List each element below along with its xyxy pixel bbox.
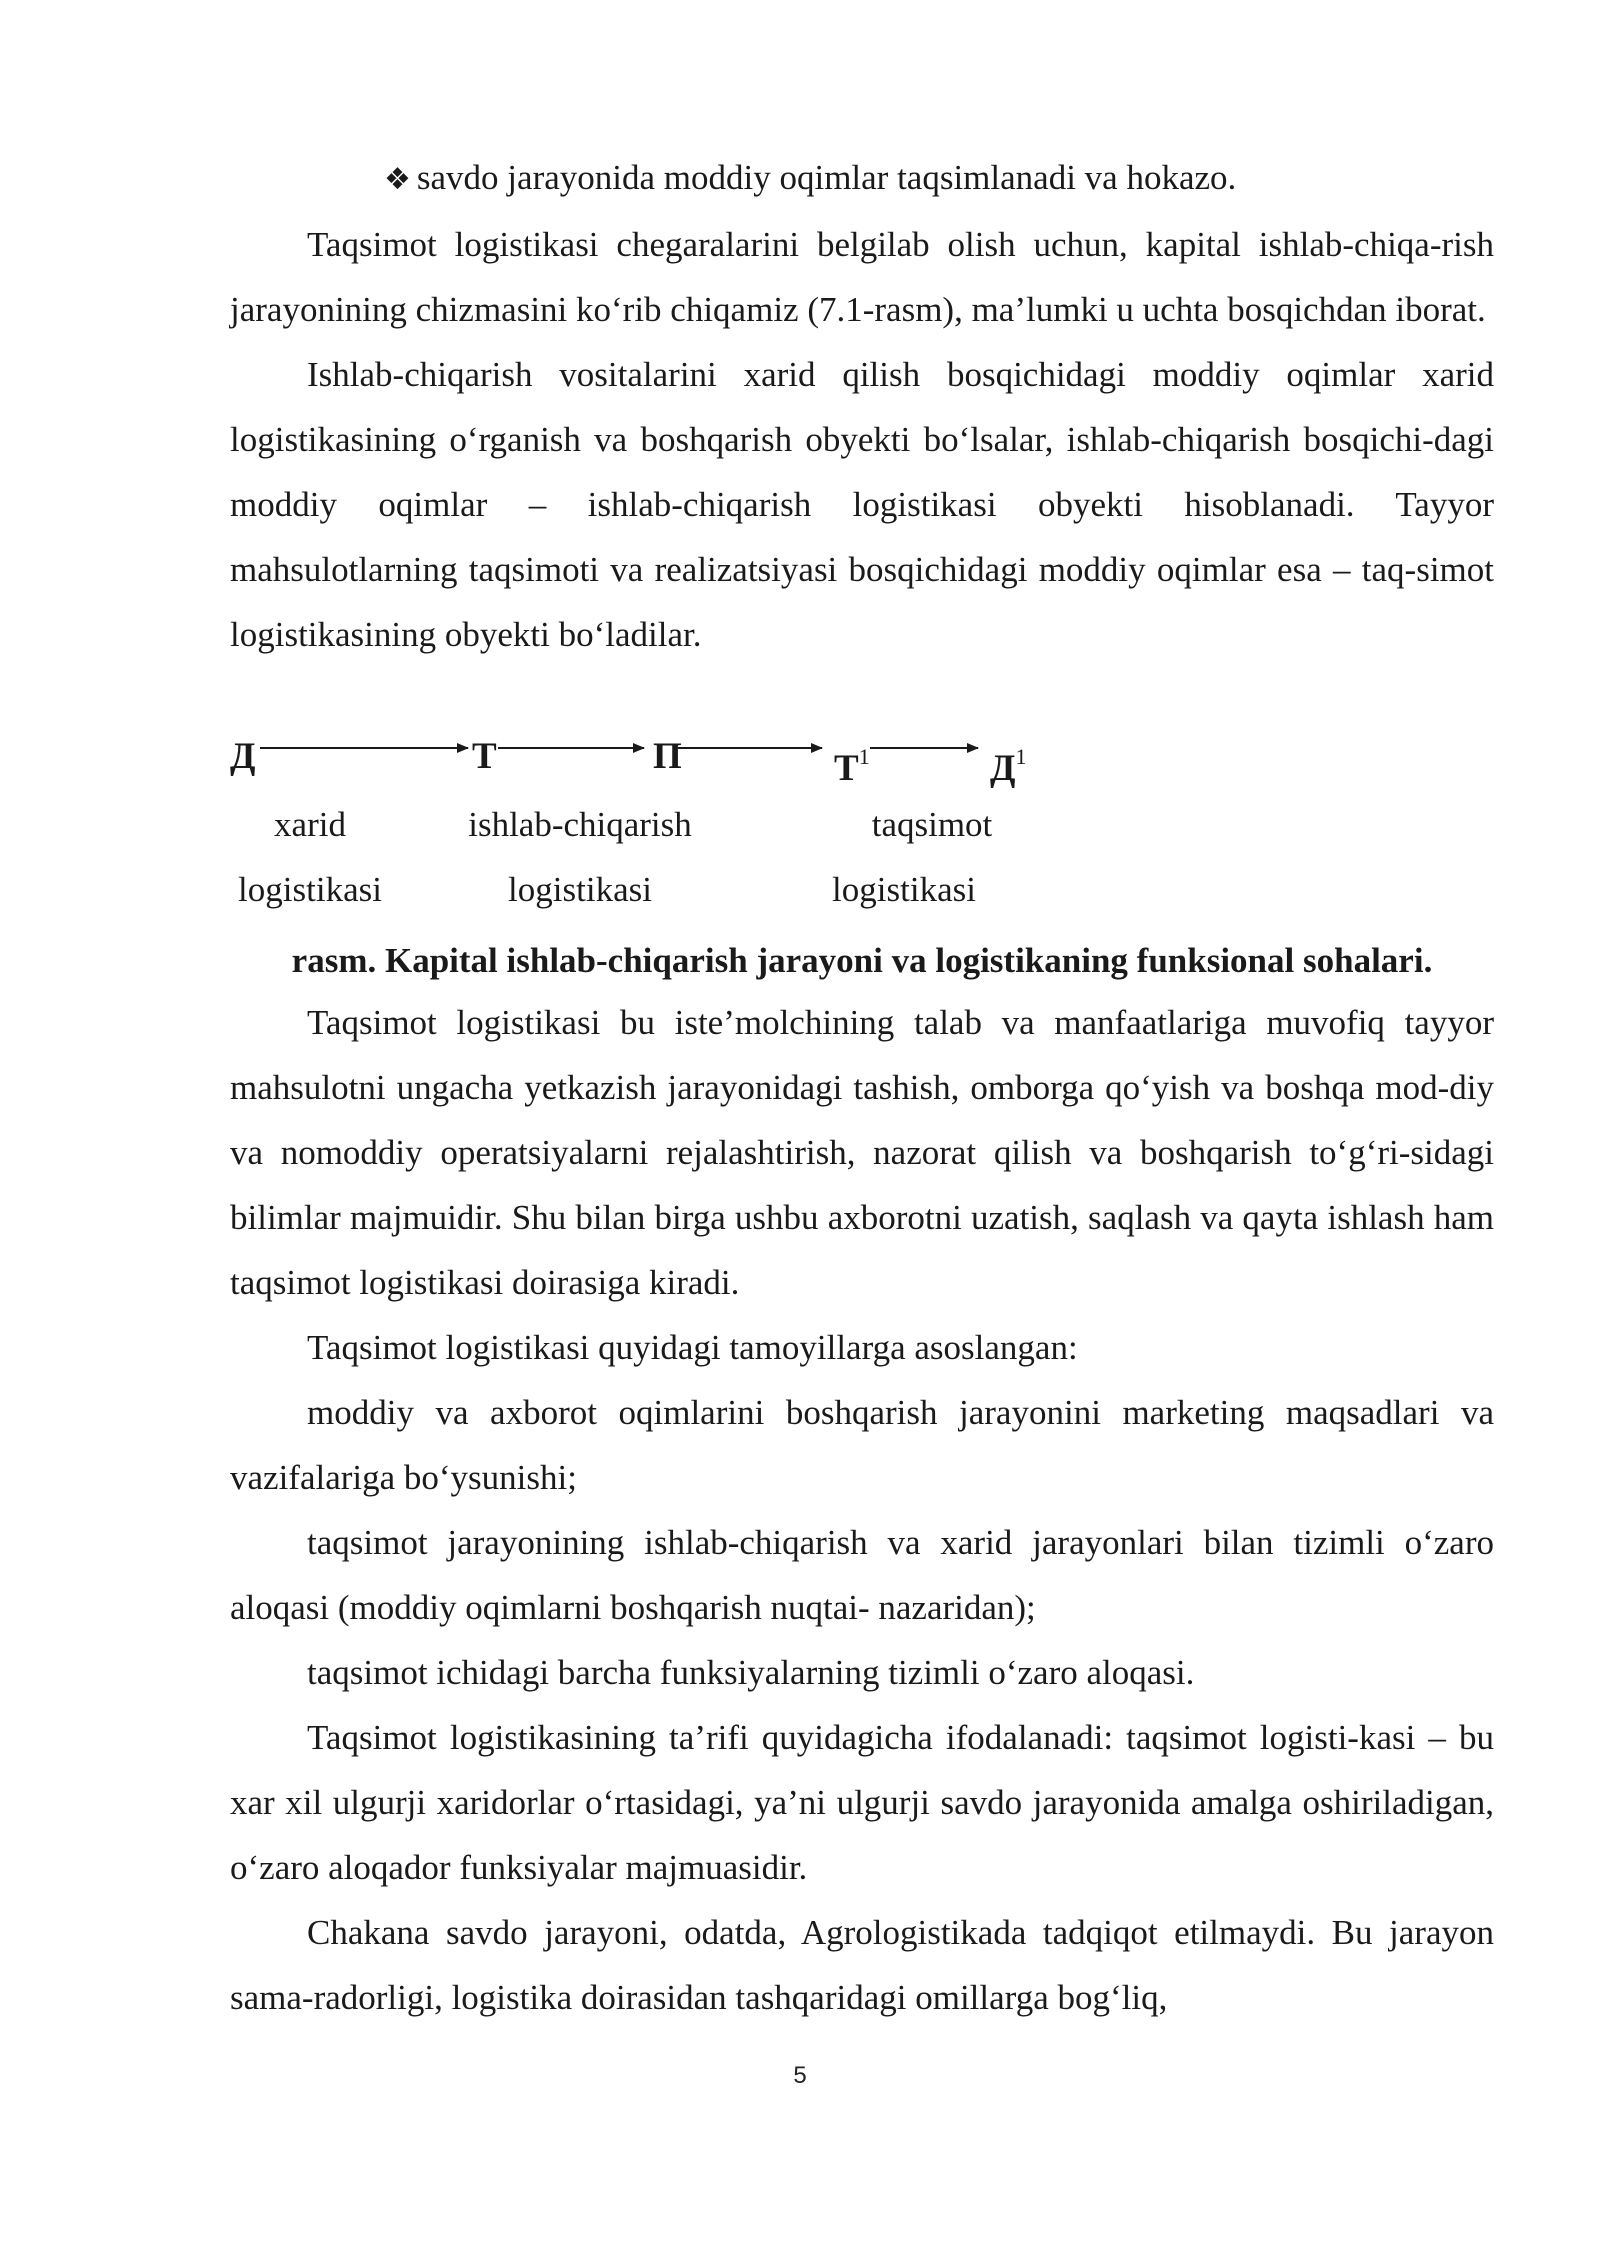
node-d1: $Д^1$ [990,744,1027,789]
node-d: Д [230,736,256,777]
bottom-text-block [230,990,1494,2030]
figure-caption: rasm. Kapital ishlab-chiqarish jarayoni va logistikaning funksional sohalari. [291,941,1433,980]
page-number: 5 [793,2062,807,2089]
capital-process-diagram [230,735,1494,915]
paragraph: taqsimot jarayonining ishlab-chiqarish va xarid jarayonlari bilan tizimli o‘zaro aloqasi (moddiy oqimlarni boshqarish nuqtai- nazaridan); [230,1523,1494,1627]
paragraph: Taqsimot logistikasi quyidagi tamoyillarga asoslangan: [307,1328,1078,1367]
top-text-block [230,145,1494,667]
stage-label-distribution: taqsimot logistikasi [832,805,993,909]
bullet-item [230,145,1494,212]
paragraph: Ishlab-chiqarish vositalarini xarid qilish bosqichidagi moddiy oqimlar xarid logistikasining o‘rganish va boshqarish obyekti bo‘lsalar, ishlab-chiqarish bosqichi-dagi moddiy oqimlar – ishlab-chiqarish logistikasi obyekti hisoblanadi. Tayyor mahsulotlarning taqsimoti va realizatsiyasi bosqichidagi moddiy oqimlar esa – taq-simot logistikasining obyekti bo‘ladilar. [230,355,1494,654]
paragraph: moddiy va axborot oqimlarini boshqarish jarayonini marketing maqsadlari va vazifalariga bo‘ysunishi; [230,1393,1494,1497]
paragraph: Chakana savdo jarayoni, odatda, Agrologistikada tadqiqot etilmaydi. Bu jarayon sama-radorligi, logistika doirasidan tashqaridagi omillarga bog‘liq, [230,1913,1494,2017]
node-d1-superscript: 1 [1015,744,1027,769]
node-t: Т [472,736,497,777]
paragraph: taqsimot ichidagi barcha funksiyalarning tizimli o‘zaro aloqasi. [307,1653,1195,1692]
paragraph: Taqsimot logistikasi chegaralarini belgilab olish uchun, kapital ishlab-chiqa-rish jarayonining chizmasini ko‘rib chiqamiz (7.1-rasm), ma’lumki u uchta bosqichdan iborat. [230,225,1494,329]
node-p: П [653,736,682,777]
diamond-bullet-icon: ❖ [384,162,411,197]
node-t1-superscript: 1 [858,744,870,769]
stage-label-purchase: xarid logistikasi [238,805,382,909]
node-t1: $Т^1$ [834,744,870,789]
paragraph: Taqsimot logistikasi bu iste’molchining talab va manfaatlariga muvofiq tayyor mahsulotni ungacha yetkazish jarayonidagi tashish, omborga qo‘yish va boshqa mod-diy va nomoddiy operatsiyalarni rejalashtirish, nazorat qilish va boshqarish to‘g‘ri-sidagi bilimlar majmuidir. Shu bilan birga ushbu axborotni uzatish, saqlash va qayta ishlash ham taqsimot logistikasi doirasiga kiradi. [230,1003,1494,1302]
stage-label-production: ishlab-chiqarish logistikasi [468,805,692,909]
bullet-text: savdo jarayonida moddiy oqimlar taqsimlanadi va hokazo. [416,158,1237,197]
paragraph: Taqsimot logistikasining ta’rifi quyidagicha ifodalanadi: taqsimot logisti-kasi – bu xar xil ulgurji xaridorlar o‘rtasidagi, ya’ni ulgurji savdo jarayonida amalga oshiriladigan, o‘zaro aloqador funksiyalar majmuasidir. [230,1718,1494,1887]
